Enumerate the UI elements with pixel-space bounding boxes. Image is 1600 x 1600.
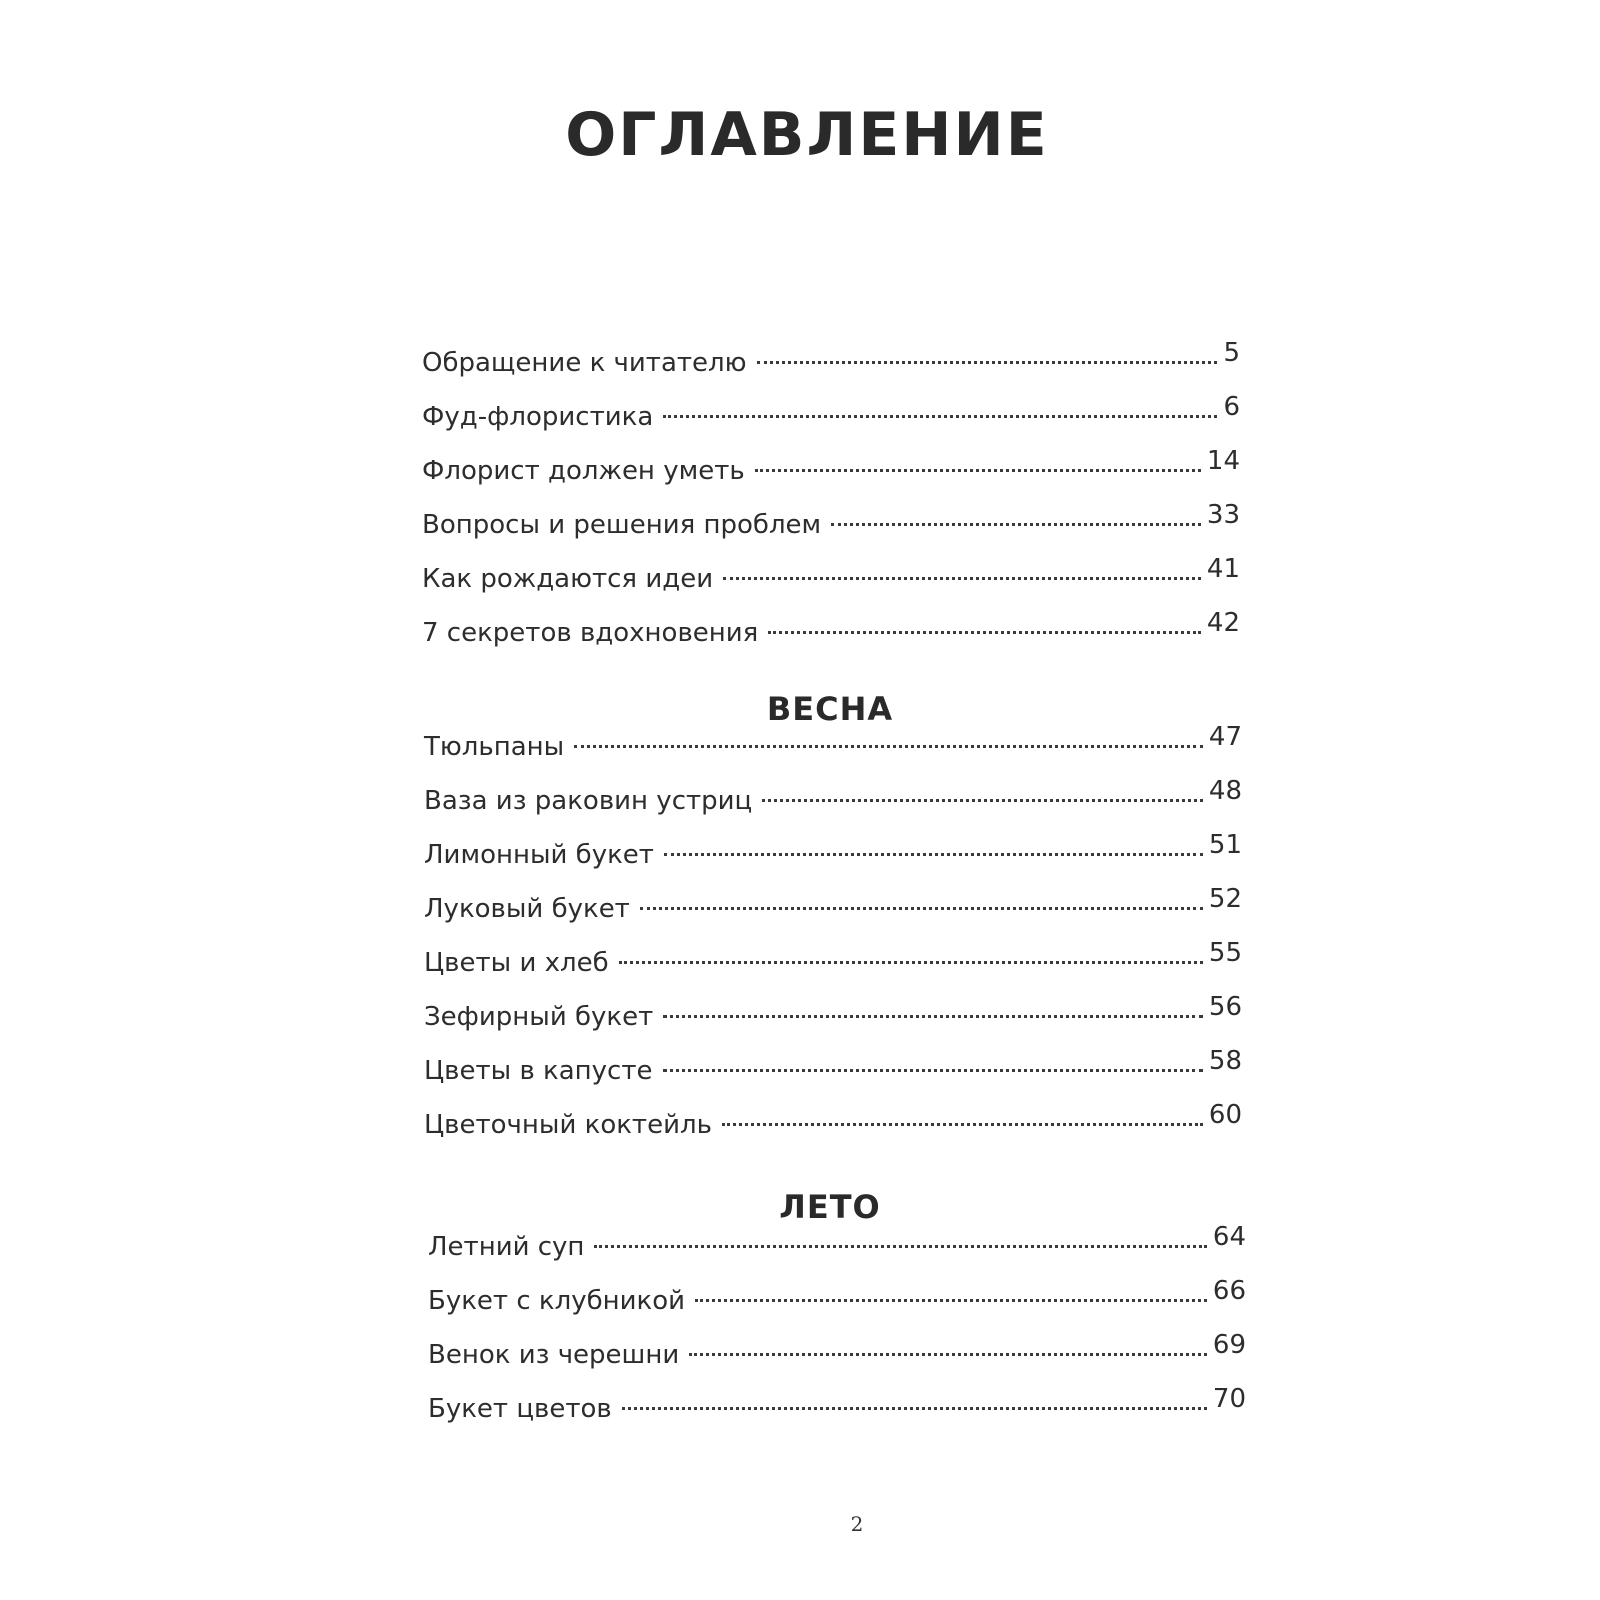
dot-leader bbox=[594, 1245, 1206, 1248]
toc-entry-page: 64 bbox=[1212, 1222, 1246, 1252]
toc-entry bbox=[428, 1276, 1246, 1340]
toc-summer-list bbox=[428, 1222, 1246, 1448]
dot-leader bbox=[755, 469, 1201, 472]
page-number: 2 bbox=[850, 1512, 864, 1536]
toc-entry-label: Фуд-флористика bbox=[422, 402, 654, 432]
dot-leader bbox=[768, 631, 1201, 634]
toc-entry-label: Цветы в капусте bbox=[424, 1056, 653, 1086]
dot-leader bbox=[619, 961, 1203, 964]
toc-entry-page: 66 bbox=[1212, 1276, 1246, 1306]
toc-entry-page: 52 bbox=[1208, 884, 1242, 914]
toc-entry bbox=[424, 938, 1242, 1002]
toc-entry-page: 60 bbox=[1208, 1100, 1242, 1130]
dot-leader bbox=[574, 745, 1203, 748]
toc-entry bbox=[428, 1222, 1246, 1286]
toc-entry bbox=[422, 338, 1240, 402]
dot-leader bbox=[689, 1353, 1207, 1356]
toc-entry-page: 70 bbox=[1212, 1384, 1246, 1414]
toc-entry-page: 69 bbox=[1212, 1330, 1246, 1360]
dot-leader bbox=[722, 1123, 1203, 1126]
toc-entry bbox=[424, 776, 1242, 840]
toc-entry-page: 14 bbox=[1206, 446, 1240, 476]
toc-entry bbox=[424, 1046, 1242, 1110]
toc-entry-label: Венок из черешни bbox=[428, 1340, 680, 1370]
dot-leader bbox=[663, 1015, 1203, 1018]
dot-leader bbox=[663, 415, 1217, 418]
toc-entry-page: 42 bbox=[1206, 608, 1240, 638]
toc-entry bbox=[424, 722, 1242, 786]
dot-leader bbox=[664, 853, 1203, 856]
toc-entry-label: Букет цветов bbox=[428, 1394, 612, 1424]
dot-leader bbox=[695, 1299, 1207, 1302]
toc-entry-page: 41 bbox=[1206, 554, 1240, 584]
section-heading-spring: ВЕСНА bbox=[766, 690, 894, 728]
toc-entry-page: 5 bbox=[1223, 338, 1240, 368]
toc-entry bbox=[422, 608, 1240, 672]
section-heading-summer: ЛЕТО bbox=[779, 1188, 881, 1226]
toc-entry-page: 51 bbox=[1208, 830, 1242, 860]
toc-entry-label: Как рождаются идеи bbox=[422, 564, 714, 594]
toc-entry-label: Вопросы и решения проблем bbox=[422, 510, 822, 540]
toc-entry-label: Цветы и хлеб bbox=[424, 948, 609, 978]
toc-entry bbox=[422, 392, 1240, 456]
toc-entry bbox=[428, 1330, 1246, 1394]
toc-entry bbox=[424, 830, 1242, 894]
toc-entry-page: 47 bbox=[1208, 722, 1242, 752]
toc-entry-page: 33 bbox=[1206, 500, 1240, 530]
dot-leader bbox=[831, 523, 1201, 526]
dot-leader bbox=[663, 1069, 1203, 1072]
toc-entry-label: Ваза из раковин устриц bbox=[424, 786, 753, 816]
toc-entry bbox=[424, 1100, 1242, 1164]
dot-leader bbox=[622, 1407, 1207, 1410]
toc-entry-label: Лимонный букет bbox=[424, 840, 654, 870]
toc-entry-page: 48 bbox=[1208, 776, 1242, 806]
toc-entry-label: Обращение к читателю bbox=[422, 348, 747, 378]
toc-entry-page: 56 bbox=[1208, 992, 1242, 1022]
toc-entry-label: Луковый букет bbox=[424, 894, 630, 924]
dot-leader bbox=[757, 361, 1218, 364]
toc-spring-list bbox=[424, 722, 1242, 1164]
page-title: ОГЛАВЛЕНИЕ bbox=[565, 100, 1049, 170]
toc-intro-list bbox=[422, 338, 1240, 672]
toc-entry-label: Букет с клубникой bbox=[428, 1286, 686, 1316]
toc-entry bbox=[422, 554, 1240, 618]
toc-entry bbox=[422, 500, 1240, 564]
dot-leader bbox=[640, 907, 1203, 910]
dot-leader bbox=[723, 577, 1201, 580]
toc-entry-page: 6 bbox=[1223, 392, 1240, 422]
toc-entry-label: Зефирный букет bbox=[424, 1002, 654, 1032]
toc-entry-label: Тюльпаны bbox=[424, 732, 565, 762]
toc-entry bbox=[424, 992, 1242, 1056]
toc-entry-page: 58 bbox=[1208, 1046, 1242, 1076]
toc-entry bbox=[424, 884, 1242, 948]
toc-entry-label: Флорист должен уметь bbox=[422, 456, 745, 486]
dot-leader bbox=[762, 799, 1203, 802]
toc-entry-label: Цветочный коктейль bbox=[424, 1110, 712, 1140]
toc-entry-page: 55 bbox=[1208, 938, 1242, 968]
toc-entry-label: Летний суп bbox=[428, 1232, 585, 1262]
toc-entry bbox=[422, 446, 1240, 510]
toc-entry-label: 7 секретов вдохновения bbox=[422, 618, 759, 648]
toc-entry bbox=[428, 1384, 1246, 1448]
